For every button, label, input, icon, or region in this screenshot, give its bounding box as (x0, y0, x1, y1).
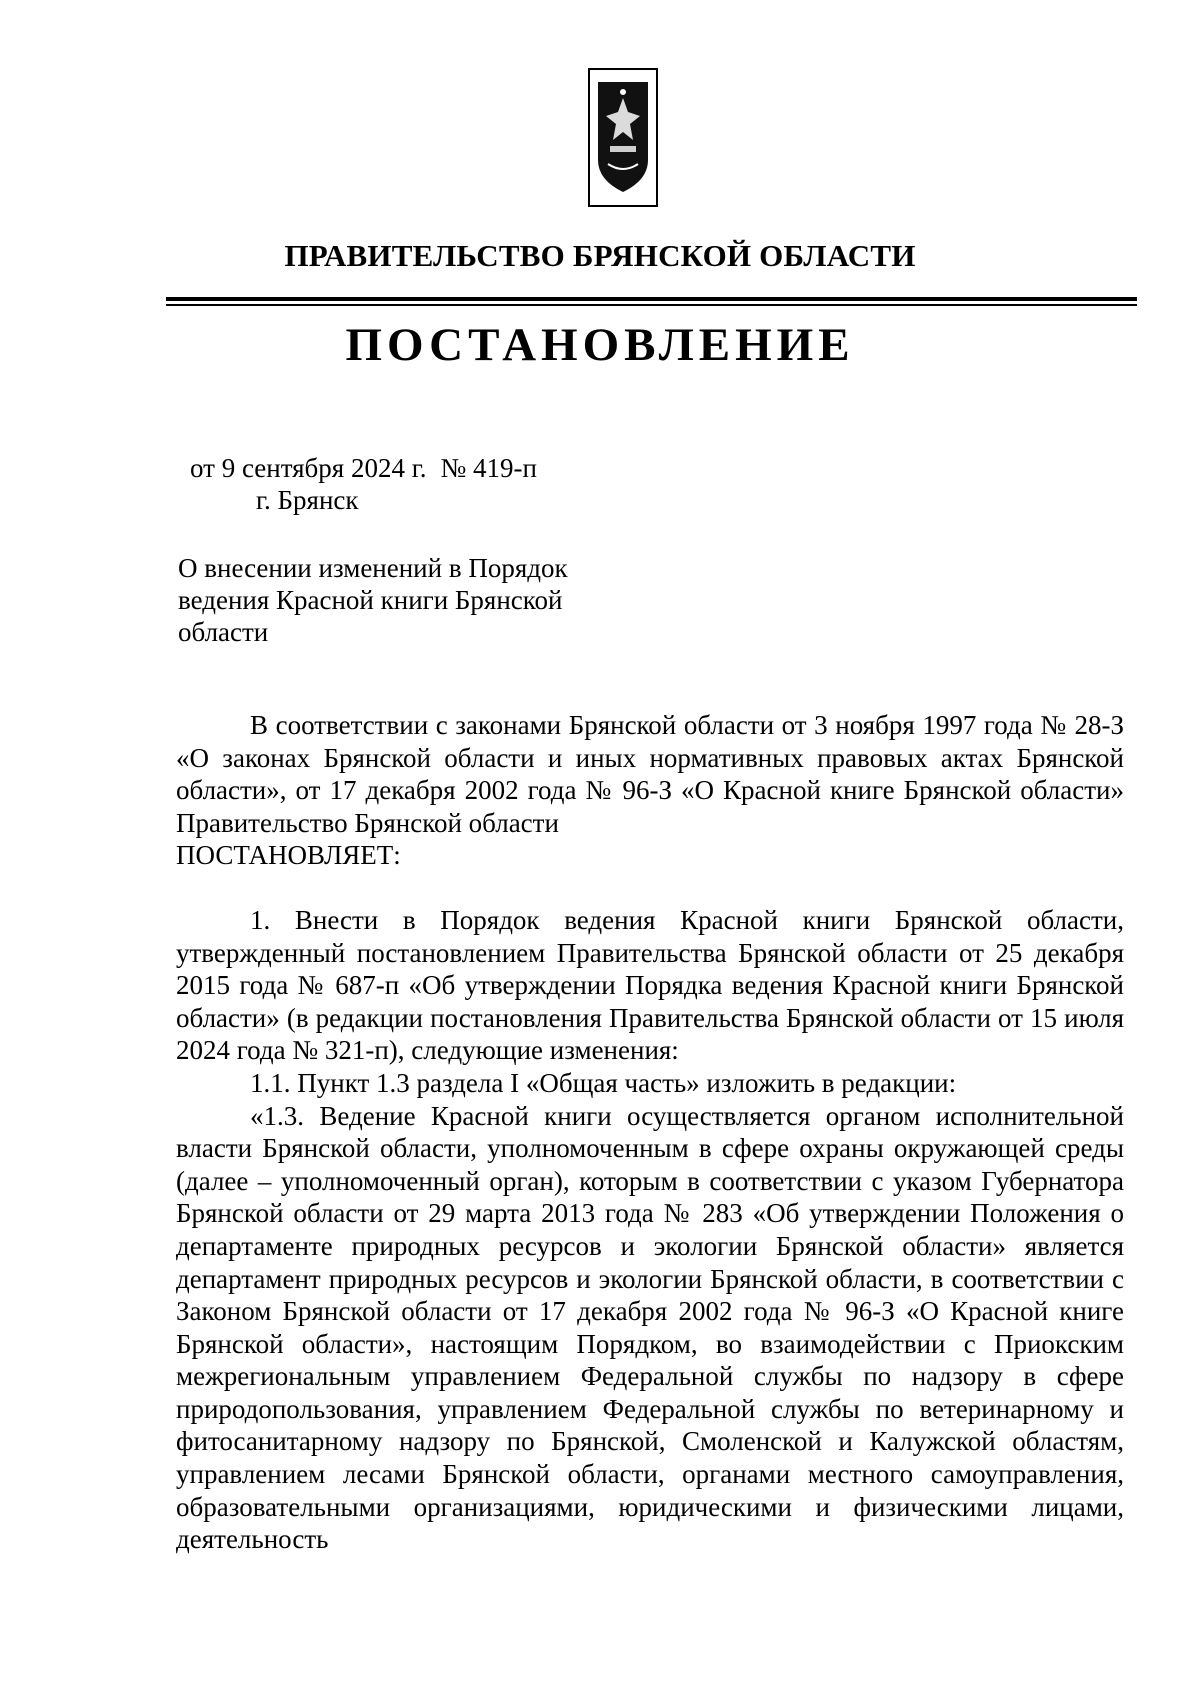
decree-word: ПОСТАНОВЛЯЕТ: (176, 840, 401, 871)
preamble-paragraph: В соответствии с законами Брянской области от 3 ноября 1997 года № 28-З «О законах Брянской области и иных нормативных правовых актах Брянской области», от 17 декабря 2002 года № 96-З «О Красной книге Брянской области» Правительство Брянской области (176, 710, 1124, 838)
document-number: № 419-п (440, 453, 537, 483)
subject-line: О внесении изменений в Порядок (178, 553, 568, 583)
item-1-paragraph: 1. Внести в Порядок ведения Красной книги Брянской области, утвержденный постановлением Правительства Брянской области от 25 декабря 2015 года № 687-п «Об утверждении Порядка ведения Красной книги Брянской области» (в редакции постановления Правительства Брянской области от 15 июля 2024 года № 321-п), следующие изменения: (176, 904, 1124, 1066)
government-title: ПРАВИТЕЛЬСТВО БРЯНСКОЙ ОБЛАСТИ (284, 238, 916, 273)
header-rule-thin (166, 304, 1137, 306)
document-body (176, 709, 1124, 1556)
subject-line: области (178, 617, 269, 647)
coat-of-arms-icon (588, 68, 658, 207)
document-date: от 9 сентября 2024 г. (190, 453, 427, 483)
document-type: ПОСТАНОВЛЕНИЕ (345, 319, 855, 371)
document-date-line (190, 452, 537, 484)
document-subject (178, 552, 568, 648)
item-1-1-paragraph: 1.1. Пункт 1.3 раздела I «Общая часть» изложить в редакции: (250, 1067, 957, 1098)
item-1-3-quote-paragraph: «1.3. Ведение Красной книги осуществляется органом исполнительной власти Брянской области, уполномоченным в сфере охраны окружающей среды (далее – уполномоченный орган), которым в соответствии с указом Губернатора Брянской области от 29 марта 2013 года № 283 «Об утверждении Положения о департаменте природных ресурсов и экологии Брянской области» является департамент природных ресурсов и экологии Брянской области, в соответствии с Законом Брянской области от 17 декабря 2002 года № 96-З «О Красной книге Брянской области», настоящим Порядком, во взаимодействии с Приокским межрегиональным управлением Федеральной службы по надзору в сфере природопользования, управлением Федеральной службы по ветеринарному и фитосанитарному надзору по Брянской, Смоленской и Калужской областям, управлением лесами Брянской области, органами местного самоуправления, образовательными организациями, юридическими и физическими лицами, деятельность (176, 1100, 1124, 1555)
subject-line: ведения Красной книги Брянской (178, 585, 563, 615)
document-place: г. Брянск (256, 485, 359, 515)
header-rule-thick (166, 297, 1137, 301)
